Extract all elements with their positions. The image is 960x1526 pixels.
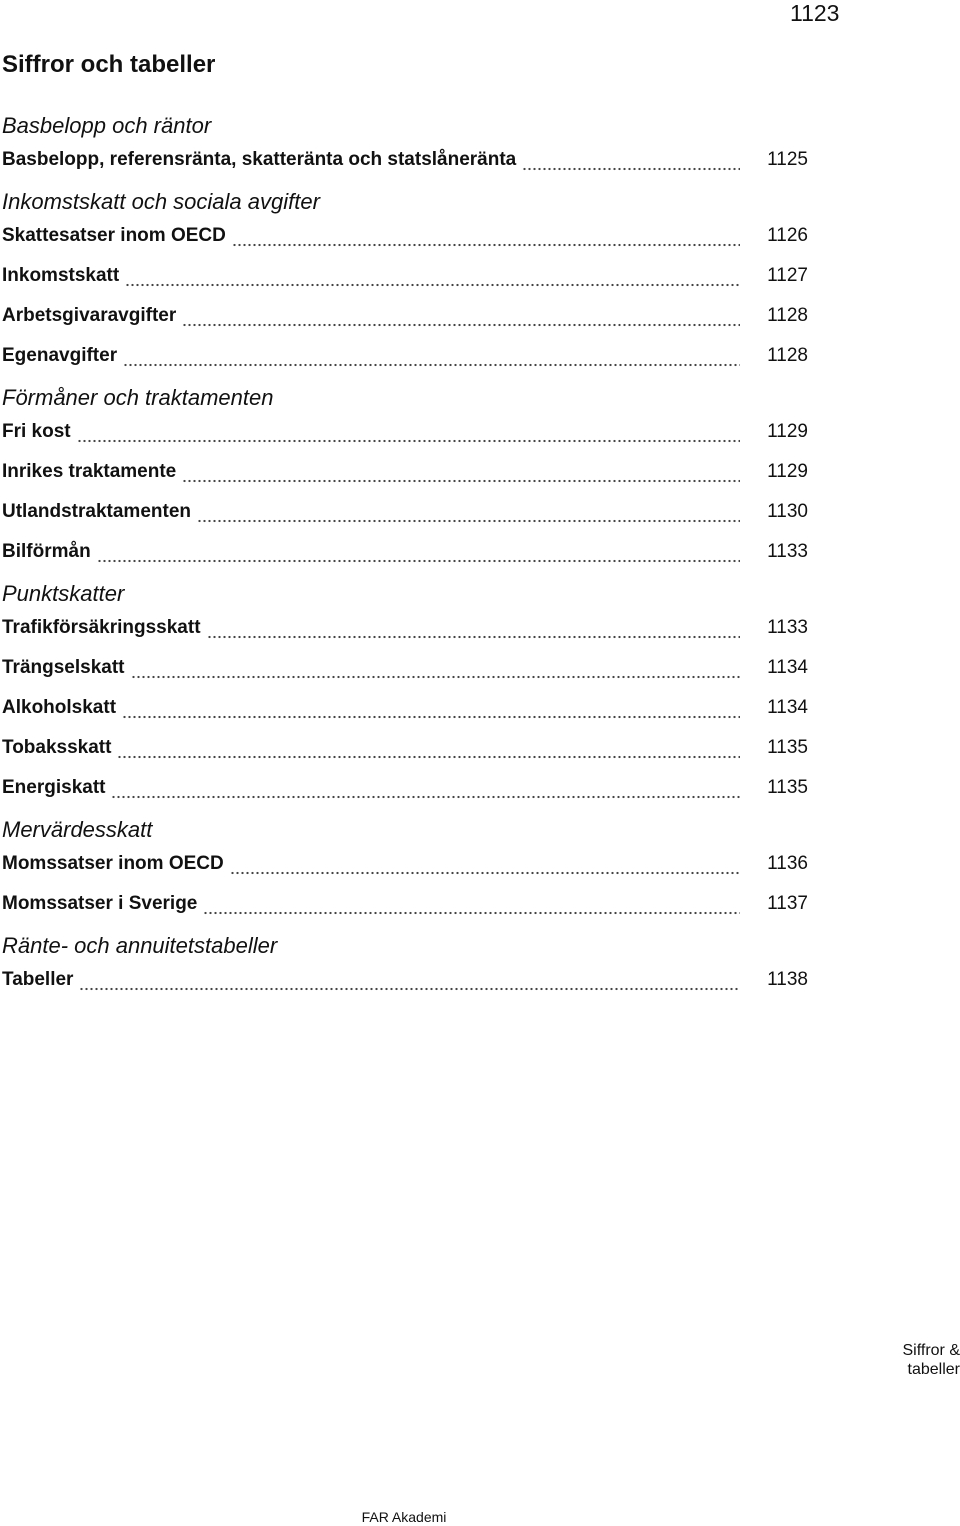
dot-leader	[122, 705, 740, 719]
toc-entry[interactable]	[2, 140, 808, 180]
dot-leader	[79, 977, 740, 991]
footer-publisher: FAR Akademi	[361, 1509, 447, 1525]
dot-leader	[123, 353, 740, 367]
toc-entry[interactable]	[2, 492, 808, 532]
dot-leader	[182, 313, 740, 327]
toc-entry-page: 1134	[767, 657, 808, 678]
toc-entry[interactable]	[2, 412, 808, 452]
toc-entry-label: Tobaksskatt	[2, 737, 112, 758]
toc-entry-page: 1129	[767, 461, 808, 482]
toc-entry-page: 1134	[767, 697, 808, 718]
side-tab-line-2: tabeller	[907, 1361, 960, 1378]
toc-entry-label: Momssatser i Sverige	[2, 893, 198, 914]
toc-entry-page: 1126	[767, 225, 808, 246]
toc-entry[interactable]	[2, 844, 808, 884]
toc-entry-label: Alkoholskatt	[2, 697, 117, 718]
dot-leader	[131, 665, 741, 679]
side-tab-line-1: Siffror &	[902, 1342, 960, 1359]
toc-section-heading: Förmåner och traktamenten	[2, 385, 274, 410]
toc-entry-label: Basbelopp, referensränta, skatteränta och statslåneränta	[2, 149, 517, 170]
toc-entry-label: Inkomstskatt	[2, 265, 120, 286]
toc-entry-page: 1127	[767, 265, 808, 286]
dot-leader	[125, 273, 740, 287]
toc-section-heading: Inkomstskatt och sociala avgifter	[2, 189, 320, 214]
toc-entry-label: Egenavgifter	[2, 345, 118, 366]
toc-entry[interactable]	[2, 884, 808, 924]
toc-entry-page: 1128	[767, 305, 808, 326]
toc-entry[interactable]	[2, 728, 808, 768]
side-tab-label	[880, 1341, 960, 1379]
toc-entry-label: Bilförmån	[2, 541, 91, 562]
dot-leader	[77, 429, 740, 443]
dot-leader	[97, 549, 740, 563]
table-of-contents	[2, 104, 808, 1000]
dot-leader	[522, 157, 740, 171]
toc-entry[interactable]	[2, 608, 808, 648]
toc-entry-label: Energiskatt	[2, 777, 106, 798]
toc-entry-page: 1129	[767, 421, 808, 442]
dot-leader	[232, 233, 740, 247]
toc-entry[interactable]	[2, 688, 808, 728]
toc-entry-label: Utlandstraktamenten	[2, 501, 191, 522]
toc-entry-page: 1133	[767, 541, 808, 562]
toc-entry-label: Arbetsgivaravgifter	[2, 305, 177, 326]
toc-entry-label: Momssatser inom OECD	[2, 853, 224, 874]
toc-section-heading: Punktskatter	[2, 581, 125, 606]
toc-entry-page: 1135	[767, 737, 808, 758]
toc-entry-label: Trängselskatt	[2, 657, 125, 678]
page-number: 1123	[790, 0, 840, 26]
toc-entry-label: Fri kost	[2, 421, 71, 442]
dot-leader	[203, 901, 740, 915]
dot-leader	[197, 509, 740, 523]
toc-entry[interactable]	[2, 256, 808, 296]
toc-entry[interactable]	[2, 296, 808, 336]
toc-entry[interactable]	[2, 648, 808, 688]
toc-section-heading: Mervärdesskatt	[2, 817, 153, 842]
toc-section-heading: Ränte- och annuitetstabeller	[2, 933, 278, 958]
toc-entry[interactable]	[2, 532, 808, 572]
toc-entry-label: Inrikes traktamente	[2, 461, 177, 482]
toc-entry-page: 1133	[767, 617, 808, 638]
toc-entry-page: 1130	[767, 501, 808, 522]
toc-entry-page: 1125	[767, 149, 808, 170]
toc-entry-page: 1128	[767, 345, 808, 366]
toc-entry-label: Skattesatser inom OECD	[2, 225, 226, 246]
dot-leader	[182, 469, 740, 483]
toc-entry-page: 1137	[767, 893, 808, 914]
dot-leader	[230, 861, 740, 875]
toc-entry-page: 1135	[767, 777, 808, 798]
dot-leader	[117, 745, 740, 759]
toc-entry[interactable]	[2, 960, 808, 1000]
page-title: Siffror och tabeller	[2, 51, 216, 78]
toc-entry-page: 1136	[767, 853, 808, 874]
toc-entry[interactable]	[2, 336, 808, 376]
toc-entry[interactable]	[2, 216, 808, 256]
toc-entry[interactable]	[2, 452, 808, 492]
toc-section-heading: Basbelopp och räntor	[2, 113, 212, 138]
toc-entry[interactable]	[2, 768, 808, 808]
toc-entry-label: Tabeller	[2, 969, 74, 990]
dot-leader	[207, 625, 740, 639]
toc-entry-page: 1138	[767, 969, 808, 990]
dot-leader	[111, 785, 740, 799]
toc-entry-label: Trafikförsäkringsskatt	[2, 617, 201, 638]
